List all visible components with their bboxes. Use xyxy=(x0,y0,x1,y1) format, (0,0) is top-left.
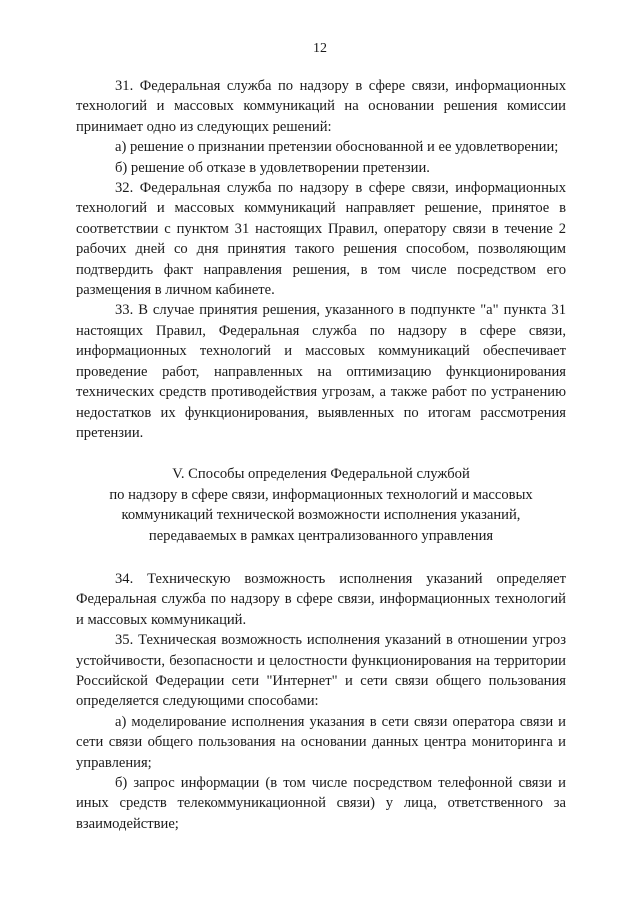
paragraph-33: 33. В случае принятия решения, указанного в подпункте "а" пункта 31 настоящих Правил, Федеральная служба по надзору в сфере связи, информационных технологий и массовых коммуникаций обеспечивает проведение работ, направленных на оптимизацию функционирования технических средств противодействия угрозам, а также работ по устранению недостатков их функционирования, выявленных по итогам рассмотрения претензии. xyxy=(76,302,566,441)
section-heading-line: коммуникаций технической возможности исполнения указаний, xyxy=(121,507,521,524)
paragraph-31-b: б) решение об отказе в удовлетворении претензии. xyxy=(115,159,430,176)
paragraph-34: 34. Техническую возможность исполнения указаний определяет Федеральная служба по надзору в сфере связи, информационных технологий и массовых коммуникаций. xyxy=(76,570,566,628)
document-body xyxy=(76,76,566,834)
section-heading-line: передаваемых в рамках централизованного управления xyxy=(148,527,494,544)
section-heading-line: V. Способы определения Федеральной службой xyxy=(172,466,470,483)
paragraph-35-b: б) запрос информации (в том числе посредством телефонной связи и иных средств телекоммуникационной связи) у лица, ответственного за взаимодействие; xyxy=(76,775,566,832)
paragraph-31: 31. Федеральная служба по надзору в сфере связи, информационных технологий и массовых коммуникаций на основании решения комиссии принимает одно из следующих решений: xyxy=(76,78,566,135)
page-number: 12 xyxy=(313,41,327,56)
section-heading-line: по надзору в сфере связи, информационных технологий и массовых xyxy=(109,486,533,503)
paragraph-35: 35. Техническая возможность исполнения указаний в отношении угроз устойчивости, безопасности и целостности функционирования на территории Российской Федерации сети "Интернет" и сети связи общего пользования определяется следующими способами: xyxy=(76,632,566,710)
paragraph-31-a: а) решение о признании претензии обоснованной и ее удовлетворении; xyxy=(115,139,559,156)
section-heading xyxy=(76,464,566,546)
paragraph-35-a: а) моделирование исполнения указания в сети связи оператора связи и сети связи общего пользования на основании данных центра мониторинга и управления; xyxy=(76,713,566,771)
paragraph-32: 32. Федеральная служба по надзору в сфере связи, информационных технологий и массовых коммуникаций направляет решение, принятое в соответствии с пунктом 31 настоящих Правил, оператору связи в течение 2 рабочих дней со дня принятия такого решения способом, позволяющим подтвердить факт направления решения, в том числе посредством его размещения в личном кабинете. xyxy=(76,180,566,299)
